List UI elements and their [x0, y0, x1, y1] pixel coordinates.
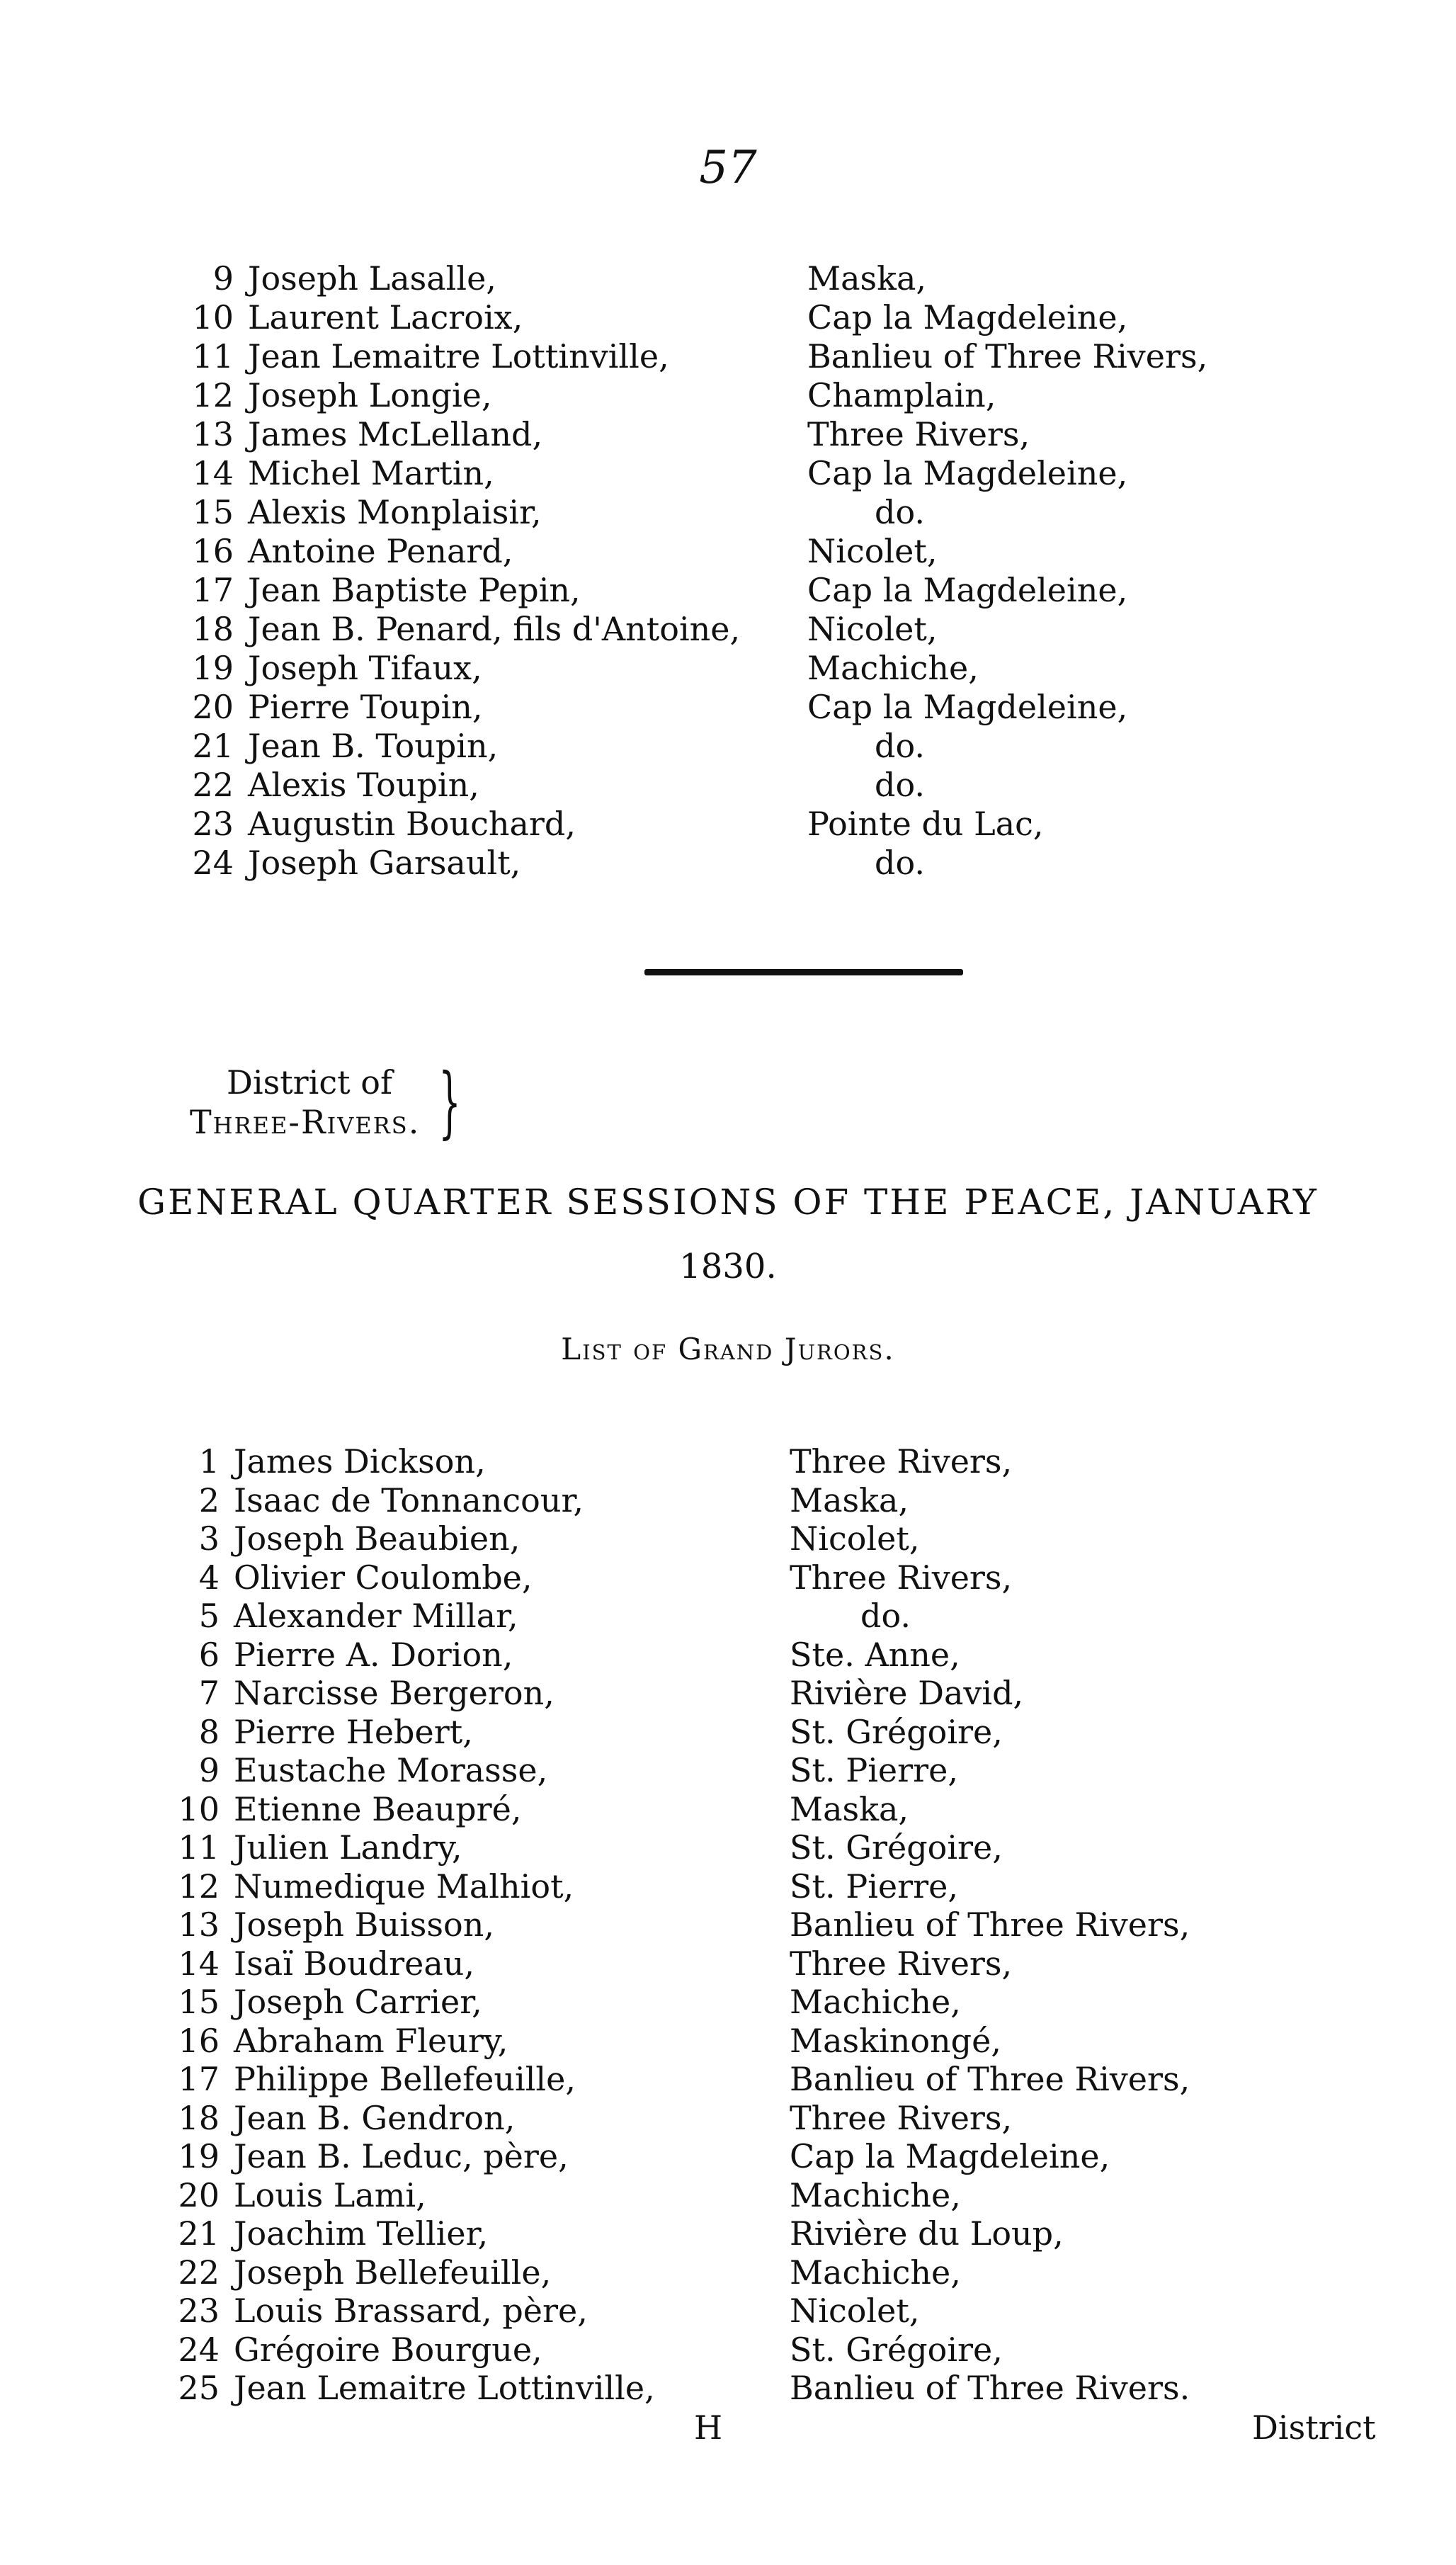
juror-place: Machiche, [807, 649, 979, 687]
list-item [0, 531, 1456, 571]
juror-place: Three Rivers, [790, 2098, 1013, 2137]
item-number: 12 [192, 376, 234, 414]
list-item [0, 259, 1456, 298]
item-number: 3 [198, 1519, 220, 1558]
item-number: 5 [198, 1597, 220, 1635]
item-number: 18 [178, 2098, 220, 2137]
juror-name: Antoine Penard, [248, 532, 513, 570]
juror-name: Grégoire Bourgue, [234, 2330, 542, 2369]
juror-place: do. [875, 766, 925, 804]
list-item [0, 414, 1456, 454]
juror-name: Pierre Hebert, [234, 1712, 473, 1751]
juror-name: James Dickson, [234, 1442, 486, 1480]
juror-place: Machiche, [790, 2253, 961, 2292]
juror-place: do. [875, 493, 925, 531]
juror-name: Jean B. Toupin, [248, 727, 499, 765]
item-number: 17 [178, 2060, 220, 2098]
item-number: 7 [198, 1674, 220, 1712]
list-item [0, 1828, 1456, 1867]
juror-name: Numedique Malhiot, [234, 1867, 574, 1906]
juror-place: do. [875, 727, 925, 765]
list-item [0, 2291, 1456, 2331]
juror-name: Alexis Monplaisir, [248, 493, 542, 531]
list-item [0, 1442, 1456, 1481]
list-item [0, 453, 1456, 493]
juror-place: do. [860, 1597, 911, 1635]
item-number: 20 [192, 688, 234, 726]
juror-place: Ste. Anne, [790, 1635, 960, 1674]
juror-name: Etienne Beaupré, [234, 1789, 522, 1828]
juror-name: Jean B. Gendron, [234, 2098, 516, 2137]
item-number: 9 [198, 1751, 220, 1789]
juror-name: Pierre Toupin, [248, 688, 483, 726]
list-item [0, 492, 1456, 532]
item-number: 16 [192, 532, 234, 570]
juror-name: Alexander Millar, [234, 1597, 518, 1635]
item-number: 24 [192, 844, 234, 882]
item-number: 6 [198, 1635, 220, 1674]
juror-name: Laurent Lacroix, [248, 298, 523, 336]
juror-name: Joseph Carrier, [234, 1983, 482, 2021]
juror-name: Jean Baptiste Pepin, [248, 571, 581, 609]
item-number: 19 [192, 649, 234, 687]
juror-place: Three Rivers, [790, 1442, 1013, 1480]
section-rule [644, 969, 963, 975]
juror-name: Jean B. Leduc, père, [234, 2137, 569, 2175]
juror-place: Cap la Magdeleine, [807, 454, 1128, 492]
sessions-heading: GENERAL QUARTER SESSIONS OF THE PEACE, JANUARY [137, 1182, 1319, 1223]
list-title: List of Grand Jurors. [561, 1332, 895, 1366]
juror-name: Jean Lemaitre Lottinville, [234, 2369, 655, 2407]
list-item [0, 2021, 1456, 2061]
juror-name: Michel Martin, [248, 454, 494, 492]
item-number: 4 [198, 1558, 220, 1597]
juror-place: Three Rivers, [790, 1944, 1013, 1983]
juror-place: Three Rivers, [790, 1558, 1013, 1597]
juror-place: Banlieu of Three Rivers, [790, 1906, 1190, 1944]
list-item [0, 1712, 1456, 1752]
catchword: District [1252, 2408, 1376, 2447]
juror-name: Louis Brassard, père, [234, 2292, 588, 2330]
item-number: 21 [192, 727, 234, 765]
juror-name: Abraham Fleury, [234, 2021, 508, 2060]
juror-place: Cap la Magdeleine, [807, 298, 1128, 336]
item-number: 14 [178, 1944, 220, 1983]
item-number: 11 [178, 1828, 220, 1867]
juror-name: Julien Landry, [234, 1828, 462, 1867]
juror-name: Joseph Beaubien, [234, 1519, 521, 1558]
item-number: 17 [192, 571, 234, 609]
juror-name: Olivier Coulombe, [234, 1558, 533, 1597]
list-item [0, 1673, 1456, 1713]
juror-name: Louis Lami, [234, 2175, 426, 2214]
list-item [0, 2214, 1456, 2253]
juror-name: Isaac de Tonnancour, [234, 1480, 584, 1519]
list-item [0, 1635, 1456, 1675]
sessions-year: 1830. [679, 1247, 777, 1286]
item-number: 15 [192, 493, 234, 531]
juror-place: Banlieu of Three Rivers. [790, 2369, 1190, 2407]
list-item [0, 1982, 1456, 2022]
item-number: 22 [192, 766, 234, 804]
juror-name: Pierre A. Dorion, [234, 1635, 513, 1674]
item-number: 13 [178, 1906, 220, 1944]
list-item [0, 2368, 1456, 2408]
juror-name: Augustin Bouchard, [248, 805, 576, 843]
juror-place: St. Grégoire, [790, 1828, 1003, 1867]
item-number: 21 [178, 2214, 220, 2253]
juror-place: Champlain, [807, 376, 996, 414]
item-number: 19 [178, 2137, 220, 2175]
juror-place: Machiche, [790, 2175, 961, 2214]
list-item [0, 570, 1456, 610]
list-item [0, 726, 1456, 766]
juror-place: Cap la Magdeleine, [807, 571, 1128, 609]
juror-place: Maskinongé, [790, 2021, 1001, 2060]
juror-place: St. Pierre, [790, 1751, 958, 1789]
juror-place: Nicolet, [790, 2292, 920, 2330]
list-item [0, 336, 1456, 376]
juror-place: Nicolet, [807, 532, 938, 570]
juror-place: Nicolet, [790, 1519, 920, 1558]
list-item [0, 1596, 1456, 1636]
juror-name: Philippe Bellefeuille, [234, 2060, 576, 2098]
item-number: 1 [198, 1442, 220, 1480]
list-item [0, 2136, 1456, 2176]
juror-place: Three Rivers, [807, 415, 1030, 453]
item-number: 16 [178, 2021, 220, 2060]
juror-name: Eustache Morasse, [234, 1751, 548, 1789]
juror-name: Joseph Buisson, [234, 1906, 494, 1944]
juror-place: Pointe du Lac, [807, 805, 1044, 843]
juror-place: St. Grégoire, [790, 2330, 1003, 2369]
list-item [0, 1558, 1456, 1597]
juror-place: St. Grégoire, [790, 1712, 1003, 1751]
item-number: 10 [192, 298, 234, 336]
juror-name: Isaï Boudreau, [234, 1944, 474, 1983]
item-number: 20 [178, 2175, 220, 2214]
list-item [0, 843, 1456, 883]
juror-place: Cap la Magdeleine, [790, 2137, 1110, 2175]
list-item [0, 804, 1456, 844]
list-item [0, 298, 1456, 337]
list-item [0, 375, 1456, 415]
juror-place: do. [875, 844, 925, 882]
juror-place: Maska, [790, 1789, 909, 1828]
item-number: 9 [212, 259, 234, 298]
juror-place: Maska, [807, 259, 927, 298]
juror-name: Alexis Toupin, [248, 766, 479, 804]
juror-place: Machiche, [790, 1983, 961, 2021]
list-item [0, 1867, 1456, 1906]
juror-place: Banlieu of Three Rivers, [807, 337, 1208, 375]
juror-place: Maska, [790, 1480, 909, 1519]
item-number: 14 [192, 454, 234, 492]
list-item [0, 765, 1456, 805]
list-item [0, 687, 1456, 727]
list-item [0, 2330, 1456, 2369]
list-item [0, 648, 1456, 688]
list-item [0, 1750, 1456, 1790]
juror-name: James McLelland, [248, 415, 543, 453]
item-number: 23 [178, 2292, 220, 2330]
page-number: 57 [699, 142, 757, 194]
juror-name: Joseph Garsault, [248, 844, 521, 882]
item-number: 24 [178, 2330, 220, 2369]
list-item [0, 2175, 1456, 2215]
juror-place: Nicolet, [807, 610, 938, 648]
district-line-2: Three-Rivers. [190, 1103, 421, 1141]
list-item [0, 2098, 1456, 2138]
list-item [0, 1519, 1456, 1558]
item-number: 18 [192, 610, 234, 648]
list-item [0, 2253, 1456, 2292]
list-item [0, 1944, 1456, 1983]
item-number: 8 [198, 1712, 220, 1751]
district-line-1: District of [227, 1063, 392, 1102]
item-number: 22 [178, 2253, 220, 2292]
item-number: 2 [198, 1480, 220, 1519]
list-item [0, 1480, 1456, 1520]
juror-name: Joseph Longie, [248, 376, 492, 414]
juror-place: Rivière David, [790, 1674, 1024, 1712]
list-item [0, 1789, 1456, 1829]
item-number: 15 [178, 1983, 220, 2021]
juror-place: Banlieu of Three Rivers, [790, 2060, 1190, 2098]
brace-mark: } [438, 1056, 461, 1147]
juror-place: St. Pierre, [790, 1867, 958, 1906]
district-label [190, 1063, 420, 1142]
item-number: 13 [192, 415, 234, 453]
juror-place: Rivière du Loup, [790, 2214, 1064, 2253]
list-item [0, 2059, 1456, 2099]
list-item [0, 1905, 1456, 1944]
item-number: 25 [178, 2369, 220, 2407]
juror-name: Narcisse Bergeron, [234, 1674, 554, 1712]
juror-name: Joseph Bellefeuille, [234, 2253, 552, 2292]
juror-name: Joseph Lasalle, [248, 259, 496, 298]
juror-name: Jean Lemaitre Lottinville, [248, 337, 669, 375]
item-number: 23 [192, 805, 234, 843]
juror-name: Jean B. Penard, fils d'Antoine, [248, 610, 741, 648]
juror-place: Cap la Magdeleine, [807, 688, 1128, 726]
list-item [0, 609, 1456, 649]
juror-name: Joseph Tifaux, [248, 649, 482, 687]
juror-name: Joachim Tellier, [234, 2214, 489, 2253]
item-number: 11 [192, 337, 234, 375]
item-number: 12 [178, 1867, 220, 1906]
signature-mark: H [694, 2408, 723, 2447]
item-number: 10 [178, 1789, 220, 1828]
